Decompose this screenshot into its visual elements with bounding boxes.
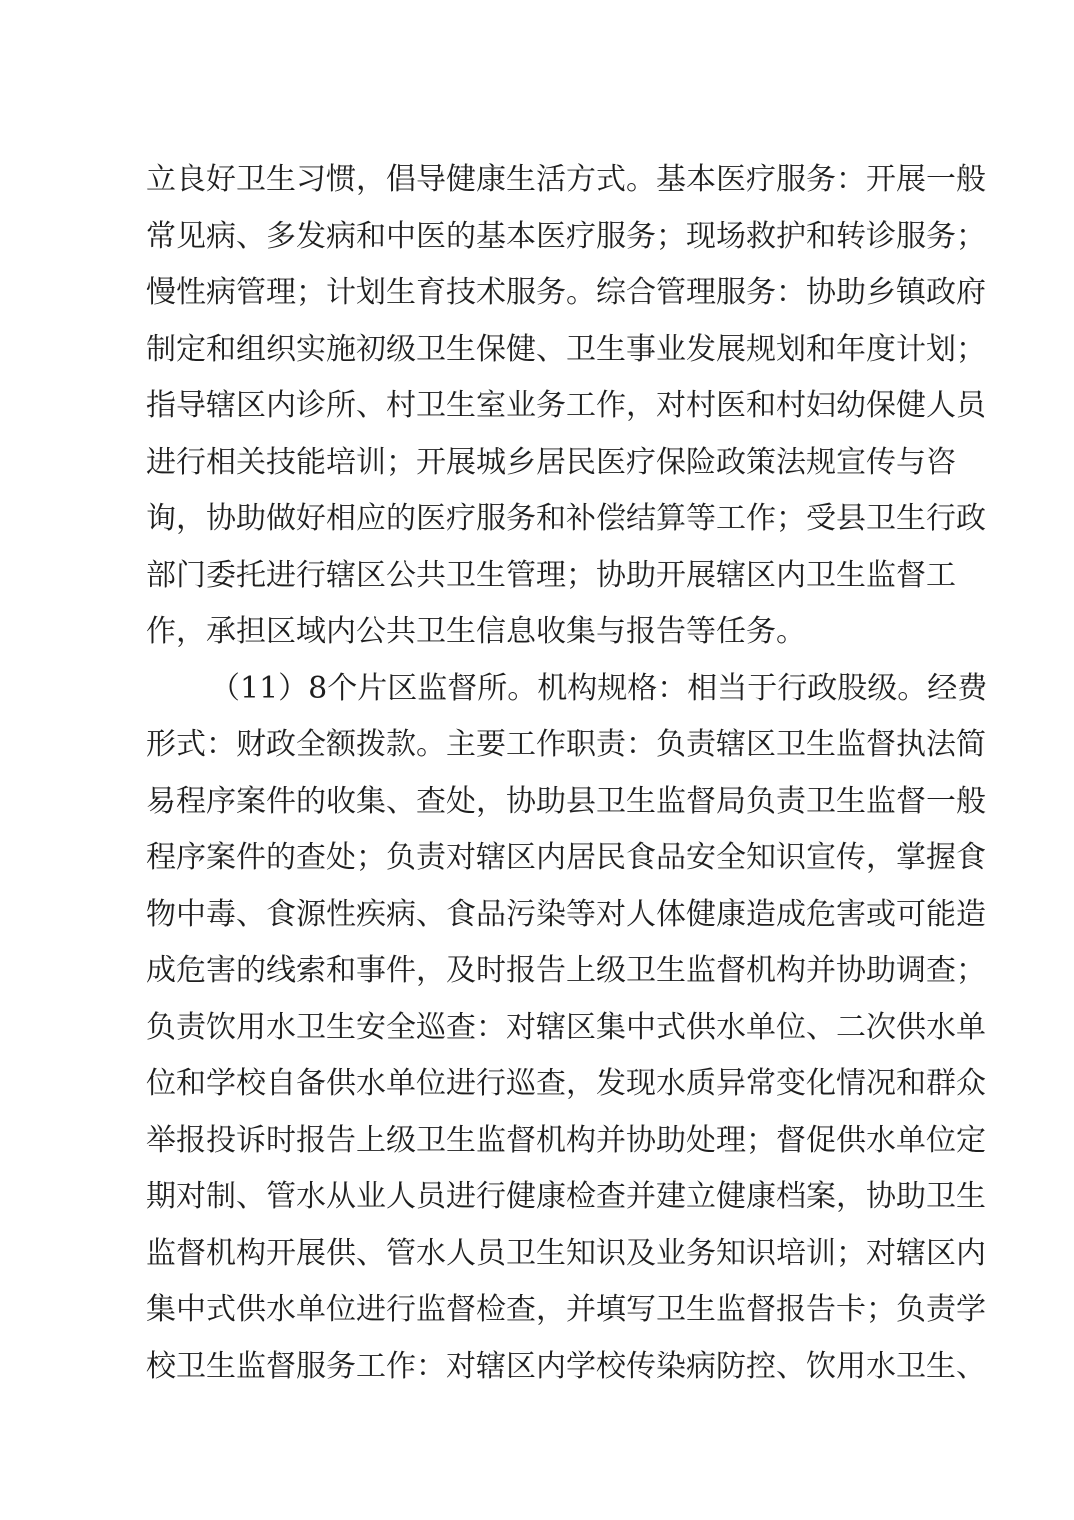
text-line: 物中毒、食源性疾病、食品污染等对人体健康造成危害或可能造 [146,896,986,932]
body-text [146,152,988,1395]
text-line: 询，协助做好相应的医疗服务和补偿结算等工作；受县卫生行政 [146,501,986,536]
text-line: 进行相关技能培训；开展城乡居民医疗保险政策法规宣传与咨 [146,444,956,480]
text-line: 易程序案件的收集、查处，协助县卫生监督局负责卫生监督一般 [146,783,986,819]
text-line: 形式：财政全额拨款。主要工作职责：负责辖区卫生监督执法简 [146,727,986,762]
text-line: 校卫生监督服务工作：对辖区内学校传染病防控、饮用水卫生、 [146,1348,986,1384]
text-line: 作，承担区域内公共卫生信息收集与报告等任务。 [146,614,806,649]
text-line: 集中式供水单位进行监督检查，并填写卫生监督报告卡；负责学 [146,1292,986,1327]
text-line: 程序案件的查处；负责对辖区内居民食品安全知识宣传，掌握食 [146,840,986,875]
text-line: 位和学校自备供水单位进行巡查，发现水质异常变化情况和群众 [146,1066,986,1101]
text-line: 期对制、管水从业人员进行健康检查并建立健康档案，协助卫生 [146,1179,986,1214]
text-line: 常见病、多发病和中医的基本医疗服务；现场救护和转诊服务； [146,218,986,254]
text-line: 制定和组织实施初级卫生保健、卫生事业发展规划和年度计划； [146,331,986,367]
text-line: 指导辖区内诊所、村卫生室业务工作，对村医和村妇幼保健人员 [146,388,986,423]
text-line: 负责饮用水卫生安全巡查：对辖区集中式供水单位、二次供水单 [146,1009,986,1045]
text-line: 举报投诉时报告上级卫生监督机构并协助处理；督促供水单位定 [146,1122,986,1158]
text-line: 成危害的线索和事件，及时报告上级卫生监督机构并协助调查； [146,953,986,988]
text-line: 立良好卫生习惯，倡导健康生活方式。基本医疗服务：开展一般 [146,162,986,197]
paragraph-2 [146,661,988,1396]
text-line: 监督机构开展供、管水人员卫生知识及业务知识培训；对辖区内 [146,1235,986,1271]
text-line: （11）8个片区监督所。机构规格：相当于行政股级。经费 [210,670,988,706]
text-line: 部门委托进行辖区公共卫生管理；协助开展辖区内卫生监督工 [146,557,956,593]
paragraph-1 [146,152,986,661]
text-line: 慢性病管理；计划生育技术服务。综合管理服务：协助乡镇政府 [146,275,986,310]
